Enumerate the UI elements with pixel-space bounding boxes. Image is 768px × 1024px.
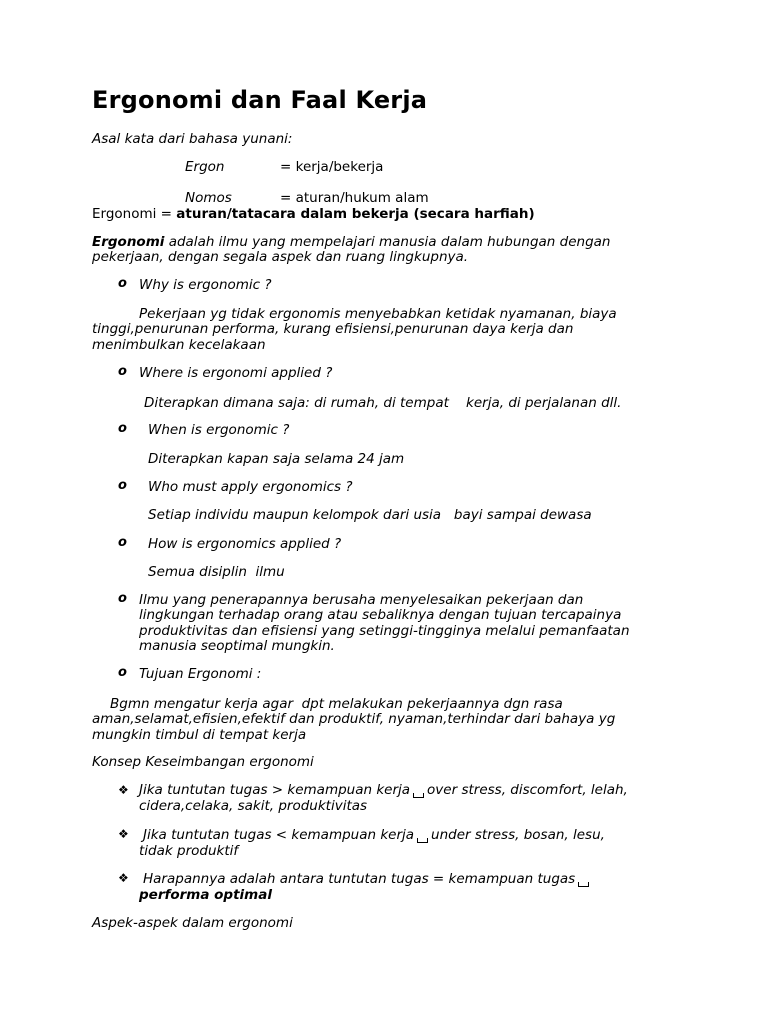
- tujuan-line-3: mungkin timbul di tempat kerja: [92, 727, 307, 743]
- ilmu-line-4: manusia seoptimal mungkin.: [139, 638, 335, 654]
- bullet-circle-icon: o: [118, 535, 127, 550]
- question-where: Where is ergonomi applied ?: [139, 365, 333, 381]
- ilmu-line-2: lingkungan terhadap orang atau sebaliknya dengan tujuan tercapainya: [139, 607, 622, 623]
- konsep-item-3-pre: Harapannya adalah antara tuntutan tugas = kemampuan tugas: [143, 871, 576, 887]
- paragraph-1-text: adalah ilmu yang mempelajari manusia dalam hubungan dengan: [164, 234, 611, 250]
- arrow-icon: [417, 838, 428, 843]
- paragraph-1-bold: Ergonomi: [92, 234, 165, 250]
- konsep-item-3-bold: performa optimal: [139, 887, 272, 903]
- etymology-meaning-2: = aturan/hukum alam: [280, 190, 429, 206]
- konsep-heading: Konsep Keseimbangan ergonomi: [92, 754, 314, 770]
- konsep-item-1-line-1: [139, 782, 628, 798]
- question-why: Why is ergonomic ?: [139, 277, 272, 293]
- definition-line: [92, 206, 535, 222]
- bullet-circle-icon: o: [118, 364, 127, 379]
- tujuan-line-1: Bgmn mengatur kerja agar dpt melakukan pekerjaannya dgn rasa: [110, 696, 563, 712]
- bullet-circle-icon: o: [118, 421, 127, 436]
- tujuan-line-2: aman,selamat,efisien,efektif dan produktif, nyaman,terhindar dari bahaya yg: [92, 711, 616, 727]
- tujuan-heading: Tujuan Ergonomi :: [139, 666, 262, 682]
- konsep-item-3-line-1: [143, 871, 592, 887]
- definition-bold: aturan/tatacara dalam bekerja (secara harfiah): [176, 206, 535, 222]
- answer-why-line-1: Pekerjaan yg tidak ergonomis menyebabkan ketidak nyamanan, biaya: [139, 306, 617, 322]
- diamond-bullet-icon: ❖: [118, 783, 129, 797]
- question-when: When is ergonomic ?: [148, 422, 290, 438]
- aspek-heading: Aspek-aspek dalam ergonomi: [92, 915, 293, 931]
- etymology-word-2: Nomos: [185, 190, 232, 206]
- answer-why-line-2: tinggi,penurunan performa, kurang efisiensi,penurunan daya kerja dan: [92, 321, 574, 337]
- ilmu-line-1: Ilmu yang penerapannya berusaha menyelesaikan pekerjaan dan: [139, 592, 584, 608]
- konsep-item-1-post: over stress, discomfort, lelah,: [427, 782, 628, 798]
- arrow-icon: [578, 882, 589, 887]
- question-how: How is ergonomics applied ?: [148, 536, 342, 552]
- diamond-bullet-icon: ❖: [118, 827, 129, 841]
- konsep-item-2-line-1: [143, 827, 605, 843]
- answer-where: Diterapkan dimana saja: di rumah, di tempat kerja, di perjalanan dll.: [144, 395, 622, 411]
- bullet-circle-icon: o: [118, 276, 127, 291]
- konsep-item-1-pre: Jika tuntutan tugas > kemampuan kerja: [139, 782, 411, 798]
- page-title: Ergonomi dan Faal Kerja: [92, 86, 428, 114]
- konsep-item-2-pre: Jika tuntutan tugas < kemampuan kerja: [143, 827, 415, 843]
- konsep-item-1-line-2: cidera,celaka, sakit, produktivitas: [139, 798, 368, 814]
- bullet-circle-icon: o: [118, 478, 127, 493]
- answer-when: Diterapkan kapan saja selama 24 jam: [148, 451, 405, 467]
- question-who: Who must apply ergonomics ?: [148, 479, 353, 495]
- answer-who: Setiap individu maupun kelompok dari usia bayi sampai dewasa: [148, 507, 592, 523]
- diamond-bullet-icon: ❖: [118, 871, 129, 885]
- bullet-circle-icon: o: [118, 591, 127, 606]
- arrow-icon: [413, 793, 424, 798]
- bullet-circle-icon: o: [118, 665, 127, 680]
- answer-why-line-3: menimbulkan kecelakaan: [92, 337, 266, 353]
- etymology-meaning-1: = kerja/bekerja: [280, 159, 384, 175]
- konsep-item-2-post: under stress, bosan, lesu,: [431, 827, 605, 843]
- answer-how: Semua disiplin ilmu: [148, 564, 285, 580]
- definition-lead: Ergonomi =: [92, 206, 177, 222]
- ilmu-line-3: produktivitas dan efisiensi yang setinggi-tingginya melalui pemanfaatan: [139, 623, 630, 639]
- paragraph-1-line-2: pekerjaan, dengan segala aspek dan ruang lingkupnya.: [92, 249, 469, 265]
- etymology-word-1: Ergon: [185, 159, 225, 175]
- intro-text: Asal kata dari bahasa yunani:: [92, 131, 293, 147]
- paragraph-1-line-1: [92, 234, 611, 250]
- konsep-item-2-line-2: tidak produktif: [139, 843, 239, 859]
